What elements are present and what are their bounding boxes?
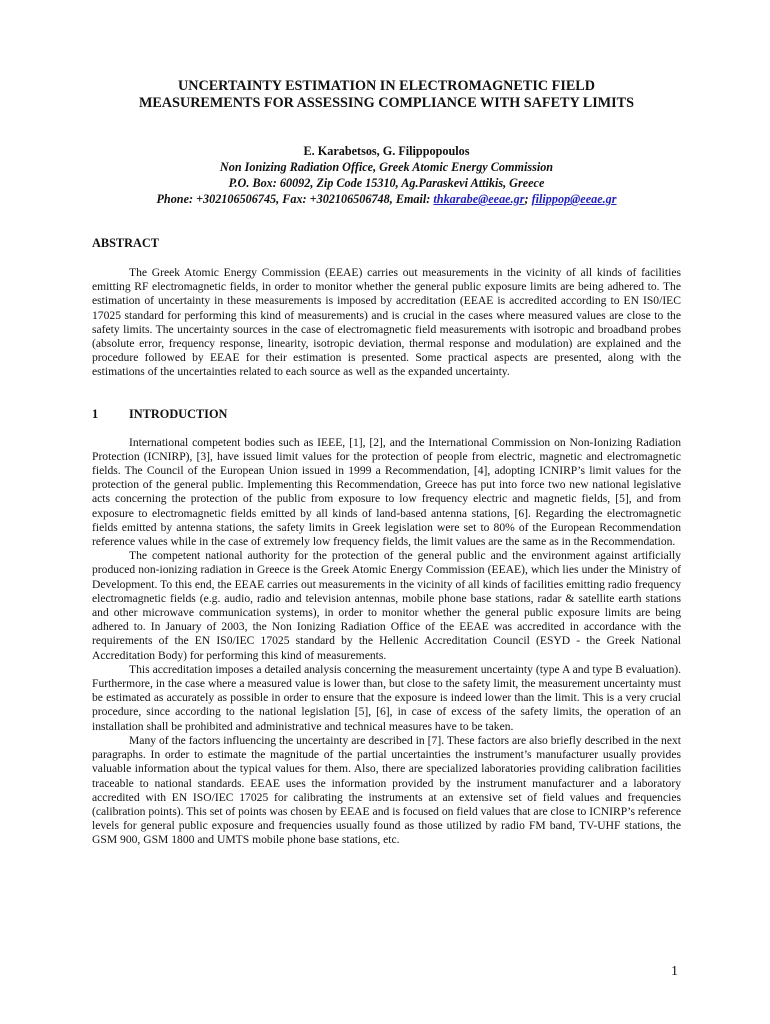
- intro-paragraph: International competent bodies such as IEEE, [1], [2], and the International Commission on Non-Ionizing Radiation Protection (ICNIRP), [3], have issued limit values for the protection of people from electric, magnetic and electromagnetic fields. The Council of the European Union issued in 1999 a Recommendation, [4], adopting ICNIRP’s limit values for the protection of the general public. Implementing this Recommendation, Greece has put into force two new national legislative acts concerning the protection of the public from exposure to low frequency electric and magnetic fields, [5], and from exposure to electromagnetic fields emitted by all kinds of land-based antenna stations, [6]. Regarding the electromagnetic fields emitted by antenna stations, the safety limits in Greek legislation were set to 80% of the European Recommendation reference values while in the case of extremely low frequency fields, the limit values are the same as in the Recommendation.: [92, 435, 681, 549]
- introduction-body: [92, 436, 681, 848]
- paper-title: [92, 78, 681, 112]
- title-line-1: UNCERTAINTY ESTIMATION IN ELECTROMAGNETIC FIELD: [177, 78, 596, 94]
- introduction-heading: [92, 406, 681, 422]
- authors: E. Karabetsos, G. Filippopoulos: [303, 144, 470, 158]
- email-separator: ;: [524, 192, 532, 206]
- title-line-2: MEASUREMENTS FOR ASSESSING COMPLIANCE WITH SAFETY LIMITS: [138, 95, 635, 111]
- email-link-1[interactable]: thkarabe@eeae.gr: [433, 192, 525, 206]
- intro-paragraph: The competent national authority for the protection of the general public and the environment against artificially produced non-ionizing radiation in Greece is the Greek Atomic Energy Commission (EEAE), which lies under the Ministry of Development. To this end, the EEAE carries out measurements in the vicinity of all kinds of facilities emitting radio frequency electromagnetic fields (e.g. audio, radio and television antennas, mobile phone base stations, radar & satellite earth stations and other microwave communication systems), in order to monitor whether the general public exposure limits are being adhered to. In January of 2003, the Non Ionizing Radiation Office of the EEAE was accredited in accordance with the requirements of the EN IS0/IEC 17025 standard by the Hellenic Accreditation Council (ESYD - the Greek National Accreditation Body) for performing this kind of measurements.: [92, 549, 681, 662]
- address: P.O. Box: 60092, Zip Code 15310, Ag.Paraskevi Attikis, Greece: [228, 176, 545, 190]
- email-link-2[interactable]: filippop@eeae.gr: [531, 192, 617, 206]
- affiliation: Non Ionizing Radiation Office, Greek Atomic Energy Commission: [219, 160, 554, 174]
- intro-paragraph: This accreditation imposes a detailed analysis concerning the measurement uncertainty (type A and type B evaluation). Furthermore, in the case where a measured value is lower than, but close to the safety limit, the measurement uncertainty must be estimated as accurately as possible in order to ensure that the exposure is indeed lower than the limit. This is a very crucial procedure, since according to the national legislation [5], [6], in case of excess of the safety limits, the operation of an installation shall be prohibited and administrative and technical measures have to be taken.: [92, 662, 681, 733]
- intro-paragraph: Many of the factors influencing the uncertainty are described in [7]. These factors are also briefly described in the next paragraphs. In order to estimate the magnitude of the partial uncertainties the instrument’s manufacturer usually provides valuable information about the typical values for them. Also, there are specialized laboratories providing calibration facilities traceable to national standards. EEAE uses the information provided by the instrument manufacturer and a laboratory accredited with EN ISO/IEC 17025 for calibrating the instruments at an extensive set of field values and frequencies (calibration points). This set of points was chosen by EEAE and is focused on field values that are close to ICNIRP’s reference levels for general public exposure and frequencies usually found as those utilized by radio FM band, TV-UHF stations, the GSM 900, GSM 1800 and UMTS mobile phone base stations, etc.: [92, 733, 681, 847]
- section-title: INTRODUCTION: [129, 406, 228, 421]
- contact-prefix: Phone: +302106506745, Fax: +302106506748, Email:: [156, 192, 434, 206]
- abstract-heading: ABSTRACT: [92, 236, 159, 250]
- section-number: 1: [92, 406, 99, 421]
- page-number: 1: [671, 964, 678, 979]
- page-content: [92, 78, 681, 848]
- contact-line: [92, 191, 681, 207]
- abstract-text: The Greek Atomic Energy Commission (EEAE) carries out measurements in the vicinity of all kinds of facilities emitting RF electromagnetic fields, in order to monitor whether the general public exposure limits are being adhered to. The estimation of uncertainty in these measurements is imposed by accreditation (EEAE is accredited according to EN IS0/IEC 17025 standard for performing this kind of measurements) and is crucial in the cases where measured values are close to the safety limits. The uncertainty sources in the case of electromagnetic field measurements with isotropic and broadband probes (absolute error, frequency response, linearity, isotropic deviation, thermal response and modulation) are explained and the procedure followed by EEAE for their estimation is presented. Some practical aspects are presented, along with the estimations of the uncertainties related to each source as well as the expanded uncertainty.: [92, 266, 681, 379]
